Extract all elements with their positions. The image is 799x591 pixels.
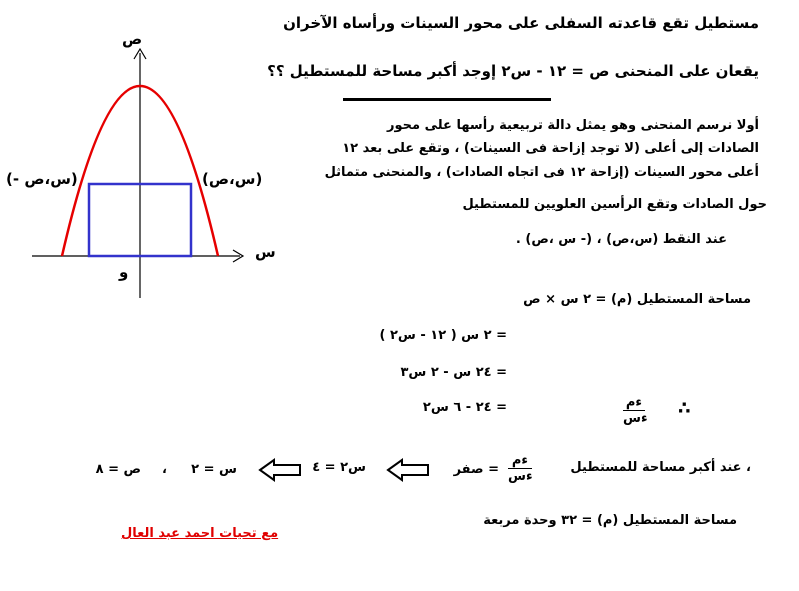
derivative-step: = ٢٤ - ٦ س٢ — [422, 400, 507, 415]
separator: ، — [162, 462, 167, 477]
s-value: س = ٢ — [191, 462, 237, 477]
left-point-label: (- س،ص) — [6, 170, 78, 188]
derivative-equals-zero: = صفر — [453, 462, 499, 477]
right-point-label: (س،ص) — [202, 170, 263, 188]
explain-line-5: عند النقط (س،ص) ، (- س ،ص) . — [515, 232, 727, 247]
author-credit: مع تحيات احمد عبد العال — [121, 526, 279, 541]
origin-label: و — [119, 263, 129, 281]
problem-line-1: مستطيل تقع قاعدته السفلى على محور السينات ورأساه الآخران — [283, 14, 759, 32]
final-area: مساحة المستطيل (م) = ٣٢ وحدة مربعة — [483, 513, 737, 528]
explain-line-1: أولا نرسم المنحنى وهو يمثل دالة تربيعية رأسها على محور — [387, 118, 759, 133]
implication-arrow-1 — [388, 460, 428, 480]
area-step-1: = ٢ س ( ١٢ - س٢ ) — [379, 328, 507, 343]
explain-line-4: حول الصادات وتقع الرأسين العلويين للمستطيل — [462, 197, 767, 212]
area-step-2: = ٢٤ س - ٢ س٣ — [400, 365, 507, 380]
therefore-symbol: ∴ — [678, 398, 691, 419]
problem-line-2: يقعان على المنحنى ص = ١٢ - س٢ إوجد أكبر مساحة للمستطيل ؟؟ — [267, 62, 759, 80]
max-derivative-numerator: ءم — [511, 453, 529, 468]
s-squared-value: س٢ = ٤ — [312, 460, 366, 475]
derivative-denominator: ءس — [623, 411, 648, 426]
y-value: ص = ٨ — [95, 462, 141, 477]
derivative-numerator: ءم — [625, 395, 643, 410]
x-axis-label: س — [255, 243, 276, 261]
y-axis-label: ص — [122, 30, 143, 48]
implication-arrow-2 — [260, 460, 300, 480]
explain-line-2: الصادات إلى أعلى (لا توجد إزاحة فى السينات) ، وتقع على بعد ١٢ — [342, 141, 759, 156]
max-derivative-denominator: ءس — [508, 469, 533, 484]
max-condition-text: ، عند أكبر مساحة للمستطيل — [570, 460, 751, 475]
explain-line-3: أعلى محور السينات (إزاحة ١٢ فى اتجاه الصادات) ، والمنحنى متماثل — [324, 165, 759, 180]
area-definition: مساحة المستطيل (م) = ٢ س × ص — [523, 292, 751, 307]
